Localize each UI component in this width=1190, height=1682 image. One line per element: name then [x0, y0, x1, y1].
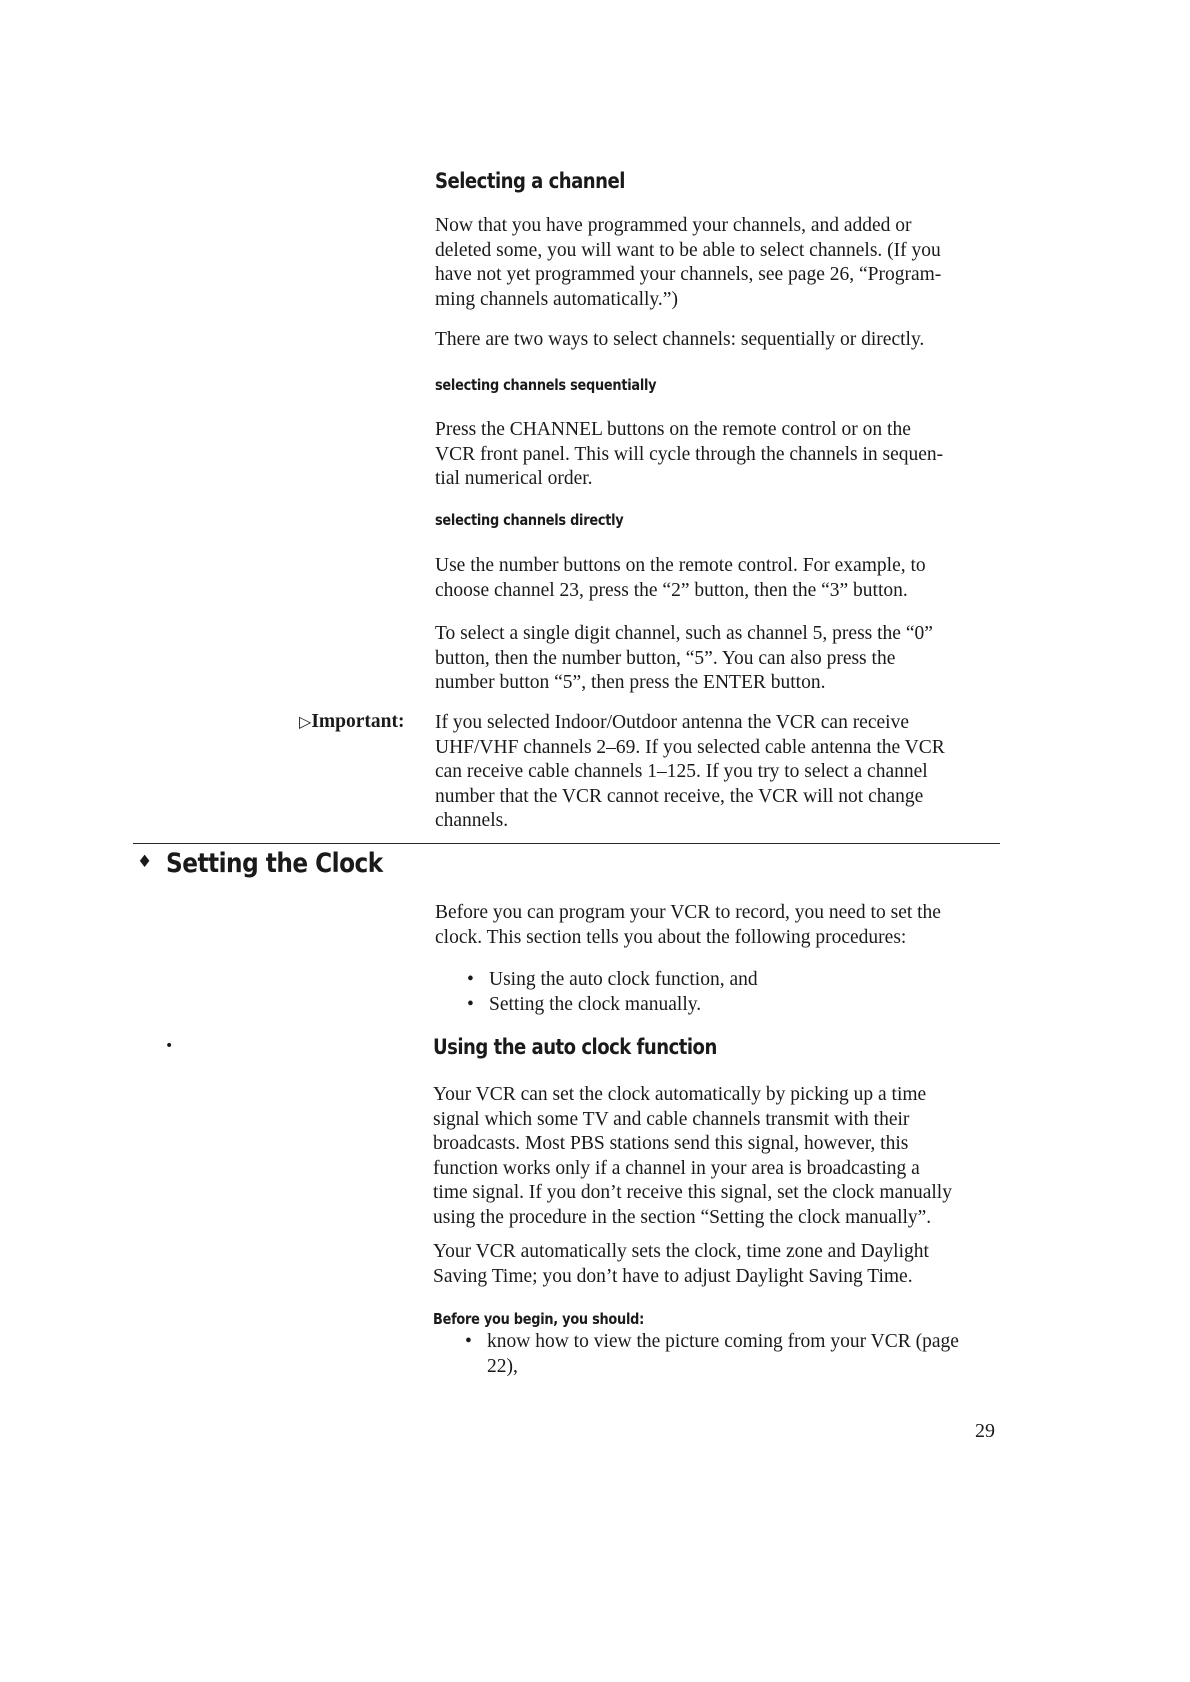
bullet-icon: • [467, 969, 474, 990]
paragraph-line: VCR front panel. This will cycle through the channels in sequen- [435, 443, 944, 465]
important-label: Important: [311, 711, 405, 732]
important-note-label [299, 711, 404, 733]
bullet-icon: • [467, 993, 474, 1015]
paragraph-line: Your VCR can set the clock automatically by picking up a time [433, 1084, 927, 1105]
paragraph-clock-intro [435, 901, 1055, 950]
paragraph-line: If you selected Indoor/Outdoor antenna the VCR can receive [435, 712, 909, 733]
paragraph-sequential [435, 418, 1055, 492]
diamond-bullet-icon: ♦ [137, 852, 153, 872]
paragraph-line: can receive cable channels 1–125. If you try to select a channel [435, 761, 928, 782]
paragraph-line: There are two ways to select channels: sequentially or directly. [435, 329, 925, 350]
paragraph-line: broadcasts. Most PBS stations send this signal, however, this [433, 1133, 909, 1154]
paragraph-line: button, then the number button, “5”. You can also press the [435, 647, 896, 669]
paragraph-line: UHF/VHF channels 2–69. If you selected cable antenna the VCR [435, 736, 945, 758]
paragraph-line: number that the VCR cannot receive, the VCR will not change [435, 785, 924, 807]
paragraph-important [435, 711, 1055, 834]
list-item: • Using the auto clock function, and [467, 968, 758, 993]
paragraph-line: function works only if a channel in your area is broadcasting a [433, 1157, 920, 1179]
list-item: • Setting the clock manually. [467, 993, 758, 1018]
paragraph-line: ming channels automatically.”) [435, 288, 678, 310]
section-heading-setting-clock: Setting the Clock [166, 848, 383, 879]
paragraph-auto-clock-2 [433, 1240, 1053, 1289]
paragraph-line: Now that you have programmed your channels, and added or [435, 215, 912, 236]
subheading-directly: selecting channels directly [435, 511, 624, 529]
paragraph-line: tial numerical order. [435, 468, 593, 489]
procedure-list [467, 968, 758, 1017]
paragraph-line: channels. [435, 810, 509, 831]
paragraph-line: Saving Time; you don’t have to adjust Daylight Saving Time. [433, 1265, 913, 1287]
triangle-marker-icon: ▷ [299, 712, 312, 731]
section-divider [133, 843, 1000, 844]
bullet-icon: • [465, 1331, 472, 1352]
paragraph-line: Use the number buttons on the remote control. For example, to [435, 555, 926, 576]
list-item: • know how to view the picture coming from your VCR (page 22), [465, 1331, 959, 1377]
paragraph-auto-clock-1 [433, 1083, 1053, 1230]
paragraph-line: deleted some, you will want to be able to select channels. (If you [435, 239, 941, 261]
paragraph-line: Before you can program your VCR to record, you need to set the [435, 902, 941, 923]
page-number: 29 [975, 1420, 995, 1442]
paragraph-direct-2 [435, 622, 1055, 696]
paragraph-line: signal which some TV and cable channels transmit with their [433, 1108, 910, 1130]
paragraph-direct-1 [435, 554, 1055, 603]
paragraph-line: To select a single digit channel, such as channel 5, press the “0” [435, 623, 933, 644]
paragraph-intro [435, 214, 1055, 312]
paragraph-line: Your VCR automatically sets the clock, time zone and Daylight [433, 1241, 929, 1262]
section-heading-selecting-channel: Selecting a channel [435, 169, 625, 193]
paragraph-line: number button “5”, then press the ENTER button. [435, 672, 826, 693]
subheading-sequential: selecting channels sequentially [435, 376, 657, 394]
stray-mark: • [165, 1038, 174, 1054]
subheading-before-you-begin: Before you begin, you should: [433, 1310, 645, 1328]
paragraph-line: choose channel 23, press the “2” button, then the “3” button. [435, 579, 908, 601]
paragraph-line: have not yet programmed your channels, see page 26, “Program- [435, 264, 942, 285]
paragraph-line: using the procedure in the section “Setting the clock manually”. [433, 1206, 932, 1228]
paragraph-line: clock. This section tells you about the following procedures: [435, 926, 907, 948]
paragraph-line: Press the CHANNEL buttons on the remote control or on the [435, 419, 911, 440]
paragraph-two-ways [435, 328, 1055, 353]
section-heading-auto-clock: Using the auto clock function [433, 1035, 717, 1059]
prerequisite-list [465, 1330, 959, 1379]
paragraph-line: time signal. If you don’t receive this signal, set the clock manually [433, 1182, 952, 1203]
